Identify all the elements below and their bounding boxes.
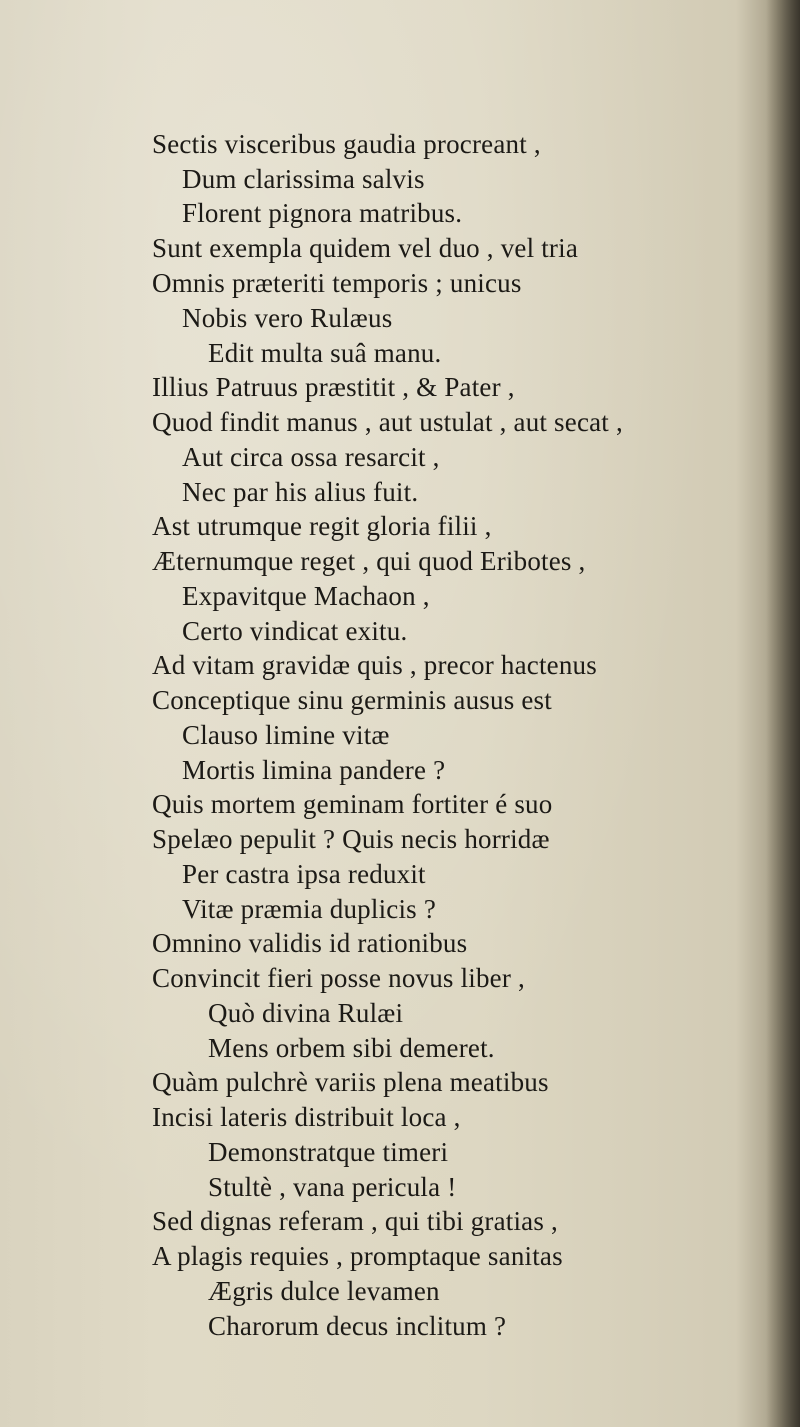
verse-line-4: Sunt exempla quidem vel duo , vel tria [152,233,579,263]
verse-line-7: Edit multa suâ manu. [208,338,442,368]
verse-line-22: Per castra ipsa reduxit [182,859,426,889]
verse-line-33: A plagis requies , promptaque sanitas [152,1241,563,1271]
verse-line-18: Clauso limine vitæ [182,720,390,750]
verse-line-27: Mens orbem sibi demeret. [208,1033,495,1063]
verse-line-20: Quis mortem geminam fortiter é suo [152,789,553,819]
verse-line-13: Æternumque reget , qui quod Eribotes , [152,546,586,576]
verse-line-9: Quod findit manus , aut ustulat , aut secat , [152,407,623,437]
verse-line-3: Florent pignora matribus. [182,198,463,228]
verse-line-12: Ast utrumque regit gloria filii , [152,511,492,541]
verse-line-31: Stultè , vana pericula ! [208,1172,457,1202]
verse-line-30: Demonstratque timeri [208,1137,449,1167]
verse-line-35: Charorum decus inclitum ? [208,1311,507,1341]
verse-line-26: Quò divina Rulæi [208,998,404,1028]
verse-line-21: Spelæo pepulit ? Quis necis horridæ [152,824,550,854]
verse-line-14: Expavitque Machaon , [182,581,430,611]
verse-line-17: Conceptique sinu germinis ausus est [152,685,552,715]
verse-line-32: Sed dignas referam , qui tibi gratias , [152,1206,558,1236]
verse-line-5: Omnis præteriti temporis ; unicus [152,268,522,298]
verse-line-15: Certo vindicat exitu. [182,616,408,646]
verse-line-28: Quàm pulchrè variis plena meatibus [152,1067,549,1097]
verse-line-8: Illius Patruus præstitit , & Pater , [152,372,515,402]
verse-line-2: Dum clarissima salvis [182,164,425,194]
verse-line-24: Omnino validis id rationibus [152,928,468,958]
verse-line-11: Nec par his alius fuit. [182,477,419,507]
verse-line-23: Vitæ præmia duplicis ? [182,894,437,924]
verse-line-25: Convincit fieri posse novus liber , [152,963,525,993]
verse-line-10: Aut circa ossa resarcit , [182,442,440,472]
verse-line-34: Ægris dulce levamen [208,1276,440,1306]
verse-line-16: Ad vitam gravidæ quis , precor hactenus [152,650,597,680]
verse-line-6: Nobis vero Rulæus [182,303,393,333]
verse-line-19: Mortis limina pandere ? [182,755,446,785]
verse-line-29: Incisi lateris distribuit loca , [152,1102,461,1132]
verse-line-1: Sectis visceribus gaudia procreant , [152,129,541,159]
